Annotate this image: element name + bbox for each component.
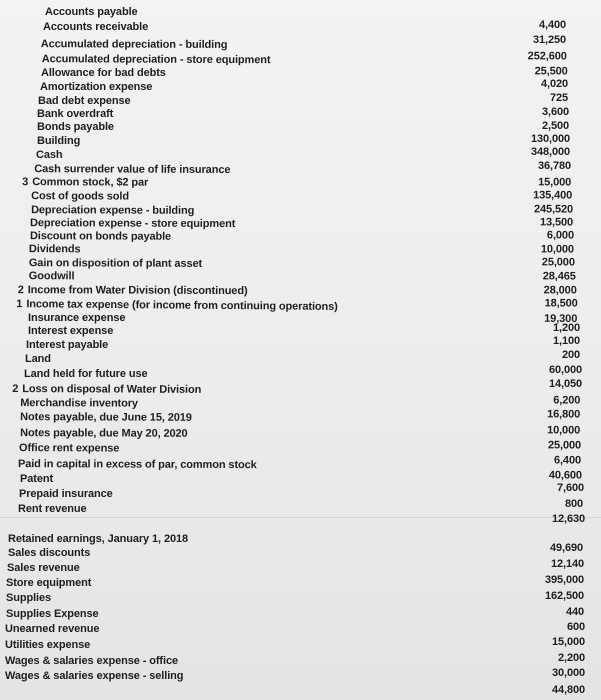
- row-marker: 3: [22, 176, 29, 189]
- account-name: Depreciation expense - store equipment: [30, 217, 236, 231]
- account-name: Accumulated depreciation - store equipment: [41, 53, 271, 67]
- row-marker: 2: [17, 284, 24, 297]
- account-name: Patent: [20, 473, 54, 485]
- account-amount: 130,000: [530, 133, 570, 145]
- account-amount: 348,000: [530, 146, 570, 158]
- account-name: Cash surrender value of life insurance: [34, 163, 231, 177]
- account-amount: 6,000: [546, 229, 575, 242]
- account-name: Paid in capital in excess of par, common stock: [17, 458, 257, 472]
- page-divider: [0, 517, 601, 518]
- account-name: Notes payable, due June 15, 2019: [20, 411, 192, 424]
- account-name: Interest payable: [26, 339, 109, 351]
- account-amount: 36,780: [537, 160, 571, 172]
- account-name: Land: [25, 353, 51, 365]
- account-amount: 28,465: [542, 270, 576, 283]
- account-name: Retained earnings, January 1, 2018: [8, 533, 189, 545]
- account-amount: 19,300: [544, 312, 578, 326]
- account-amount: 4,400: [538, 19, 566, 31]
- account-name: Cost of goods sold: [31, 190, 129, 203]
- account-name: Sales revenue: [7, 562, 80, 574]
- account-amount: 395,000: [544, 574, 584, 586]
- account-amount: 25,000: [541, 256, 575, 269]
- account-name: Prepaid insurance: [19, 488, 113, 500]
- account-name: Bonds payable: [37, 121, 114, 133]
- account-amount: 25,500: [534, 65, 568, 78]
- account-amount: 18,500: [544, 297, 578, 310]
- account-amount: 6,200: [553, 394, 581, 407]
- account-amount: 10,000: [540, 243, 574, 256]
- account-amount: 15,000: [538, 176, 572, 189]
- account-name: Discount on bonds payable: [29, 230, 172, 243]
- account-amount: 15,000: [551, 636, 585, 648]
- account-name: Accounts payable: [45, 6, 138, 18]
- account-amount: 12,630: [551, 513, 585, 525]
- account-name: Amortization expense: [40, 81, 153, 93]
- account-amount: 4,020: [540, 78, 568, 90]
- account-name: Wages & salaries expense - selling: [5, 670, 184, 682]
- account-name: Building: [37, 135, 81, 147]
- row-marker: 1: [16, 298, 23, 311]
- account-amount: 40,600: [548, 469, 582, 482]
- account-amount: 7,600: [556, 482, 584, 494]
- account-amount: 28,000: [543, 284, 577, 297]
- account-amount: 3,600: [541, 106, 569, 118]
- account-amount: 25,000: [547, 439, 582, 452]
- account-amount: 2,200: [557, 652, 585, 664]
- account-amount: 6,400: [553, 454, 582, 467]
- account-amount: 1,100: [552, 335, 580, 347]
- account-amount: 252,600: [527, 50, 567, 63]
- account-name: Merchandise inventory: [20, 397, 138, 410]
- account-name: Utilities expense: [5, 639, 91, 651]
- account-name: Supplies Expense: [6, 608, 99, 620]
- account-amount: 1,200: [552, 322, 580, 334]
- account-name: Supplies: [6, 592, 52, 604]
- account-amount: 16,800: [547, 408, 581, 421]
- account-amount: 10,000: [547, 424, 581, 437]
- account-amount: 12,140: [550, 558, 584, 570]
- account-name: Income from Water Division (discontinued): [27, 284, 248, 298]
- account-amount: 800: [564, 498, 583, 510]
- account-name: Loss on disposal of Water Division: [22, 383, 202, 396]
- account-name: Cash: [36, 149, 63, 161]
- account-amount: 44,800: [551, 684, 585, 696]
- account-name: Accumulated depreciation - building: [40, 38, 228, 51]
- account-name: Sales discounts: [8, 547, 91, 559]
- account-amount: 13,500: [539, 216, 574, 229]
- account-name: Interest expense: [28, 325, 114, 337]
- account-amount: 135,400: [533, 189, 573, 202]
- account-amount: 49,690: [549, 542, 583, 554]
- account-amount: 14,050: [548, 378, 582, 390]
- account-name: Allowance for bad debts: [41, 67, 166, 79]
- account-name: Depreciation expense - building: [31, 204, 195, 217]
- account-amount: 440: [565, 606, 584, 618]
- account-name: Bank overdraft: [37, 108, 114, 120]
- account-name: Gain on disposition of plant asset: [28, 257, 203, 270]
- account-amount: 2,500: [541, 120, 569, 132]
- account-name: Wages & salaries expense - office: [5, 655, 178, 667]
- account-name: Goodwill: [28, 270, 75, 283]
- account-name: Rent revenue: [18, 503, 87, 515]
- account-name: Insurance expense: [28, 312, 126, 324]
- account-name: Land held for future use: [24, 368, 148, 380]
- account-amount: 600: [566, 621, 585, 633]
- account-name: Store equipment: [6, 577, 92, 589]
- account-name: Dividends: [28, 243, 81, 256]
- account-amount: 30,000: [551, 667, 585, 679]
- account-name: Bad debt expense: [38, 95, 131, 107]
- account-name: Unearned revenue: [5, 623, 100, 635]
- account-amount: 245,520: [534, 203, 574, 216]
- account-name: Notes payable, due May 20, 2020: [20, 427, 188, 440]
- account-amount: 60,000: [548, 364, 582, 376]
- account-amount: 31,250: [532, 34, 566, 46]
- account-name: Office rent expense: [19, 442, 120, 455]
- account-name: Accounts receivable: [43, 21, 149, 33]
- account-name: Income tax expense (for income from continuing operations): [26, 298, 338, 313]
- account-amount: 725: [549, 92, 568, 104]
- account-amount: 162,500: [544, 590, 584, 602]
- row-marker: 2: [12, 383, 19, 396]
- account-name: Common stock, $2 par: [32, 176, 149, 189]
- account-amount: 200: [561, 349, 580, 361]
